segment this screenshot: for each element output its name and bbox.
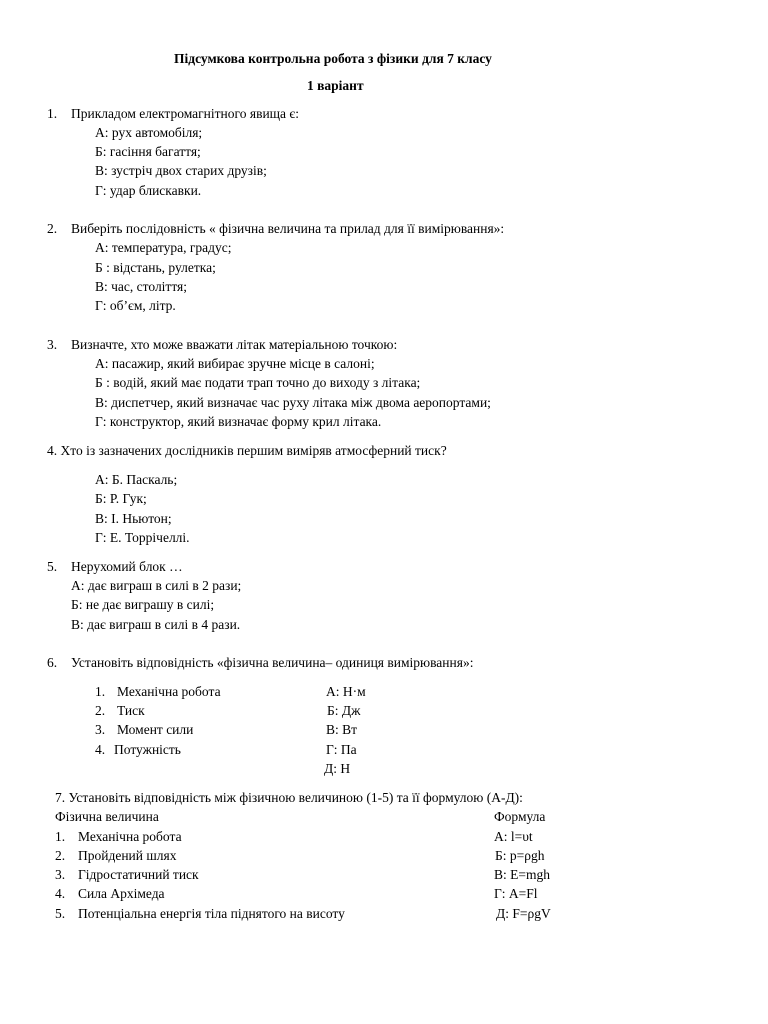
- match-item-number: 2.: [55, 848, 66, 863]
- match-item-number: 3.: [95, 722, 106, 737]
- match-formula: Г: A=Fl: [494, 886, 538, 901]
- match-unit: А: Н·м: [326, 684, 366, 699]
- answer-option: Г: Е. Торрічеллі.: [95, 530, 190, 545]
- answer-option: Б: не дає виграшу в силі;: [71, 597, 215, 612]
- column-header-quantity: Фізична величина: [55, 809, 159, 824]
- answer-option: Г: конструктор, який визначає форму крил літака.: [95, 414, 382, 429]
- answer-option: Г: об’єм, літр.: [95, 298, 176, 313]
- match-item-label: Механічна робота: [117, 684, 221, 699]
- match-item-label: Тиск: [117, 703, 145, 718]
- match-item-number: 1.: [95, 684, 106, 699]
- answer-option: Б: Р. Гук;: [95, 491, 147, 506]
- answer-option: Б : водій, який має подати трап точно до виходу з літака;: [95, 375, 421, 390]
- question-text: Нерухомий блок …: [71, 559, 183, 574]
- match-item-label: Потенціальна енергія тіла піднятого на висоту: [78, 906, 345, 921]
- match-item-number: 4.: [95, 742, 106, 757]
- question-text: Визначте, хто може вважати літак матеріальною точкою:: [71, 337, 398, 352]
- match-item-label: Сила Архімеда: [78, 886, 165, 901]
- question-text: 7. Установіть відповідність між фізичною величиною (1-5) та її формулою (А-Д):: [55, 790, 523, 805]
- answer-option: А: рух автомобіля;: [95, 125, 203, 140]
- variant-label: 1 варіант: [307, 78, 364, 93]
- match-item-label: Механічна робота: [78, 829, 182, 844]
- match-item-number: 2.: [95, 703, 106, 718]
- answer-option: Г: удар блискавки.: [95, 183, 202, 198]
- question-number: 5.: [47, 559, 58, 574]
- match-unit: Б: Дж: [327, 703, 361, 718]
- question-number: 3.: [47, 337, 58, 352]
- match-item-number: 5.: [55, 906, 66, 921]
- answer-option: В: диспетчер, який визначає час руху літака між двома аеропортами;: [95, 395, 491, 410]
- match-formula: В: E=mgh: [494, 867, 550, 882]
- question-text: 4. Хто із зазначених дослідників першим виміряв атмосферний тиск?: [47, 443, 447, 458]
- match-item-number: 4.: [55, 886, 66, 901]
- answer-option: Б : відстань, рулетка;: [95, 260, 216, 275]
- match-formula: Б: p=ρgh: [495, 848, 545, 863]
- answer-option: В: І. Ньютон;: [95, 511, 172, 526]
- question-number: 6.: [47, 655, 58, 670]
- question-number: 2.: [47, 221, 58, 236]
- question-text: Установіть відповідність «фізична величина– одиниця вимірювання»:: [71, 655, 474, 670]
- answer-option: В: час, століття;: [95, 279, 188, 294]
- answer-option: В: дає виграш в силі в 4 рази.: [71, 617, 241, 632]
- page-title: Підсумкова контрольна робота з фізики для 7 класу: [174, 51, 492, 66]
- match-item-number: 3.: [55, 867, 66, 882]
- answer-option: А: Б. Паскаль;: [95, 472, 178, 487]
- answer-option: А: дає виграш в силі в 2 рази;: [71, 578, 242, 593]
- question-text: Прикладом електромагнітного явища є:: [71, 106, 299, 121]
- match-unit: Г: Па: [326, 742, 357, 757]
- answer-option: В: зустріч двох старих друзів;: [95, 163, 267, 178]
- answer-option: А: температура, градус;: [95, 240, 232, 255]
- match-unit: Д: Н: [324, 761, 351, 776]
- match-item-label: Момент сили: [117, 722, 194, 737]
- answer-option: Б: гасіння багаття;: [95, 144, 201, 159]
- question-number: 1.: [47, 106, 58, 121]
- match-unit: В: Вт: [326, 722, 358, 737]
- match-formula: Д: F=ρgV: [496, 906, 551, 921]
- match-item-label: Пройдений шлях: [78, 848, 177, 863]
- match-item-label: Потужність: [114, 742, 181, 757]
- column-header-formula: Формула: [494, 809, 546, 824]
- match-item-number: 1.: [55, 829, 66, 844]
- answer-option: А: пасажир, який вибирає зручне місце в салоні;: [95, 356, 375, 371]
- match-item-label: Гідростатичний тиск: [78, 867, 199, 882]
- match-formula: А: l=υt: [494, 829, 533, 844]
- question-text: Виберіть послідовність « фізична величина та прилад для її вимірювання»:: [71, 221, 505, 236]
